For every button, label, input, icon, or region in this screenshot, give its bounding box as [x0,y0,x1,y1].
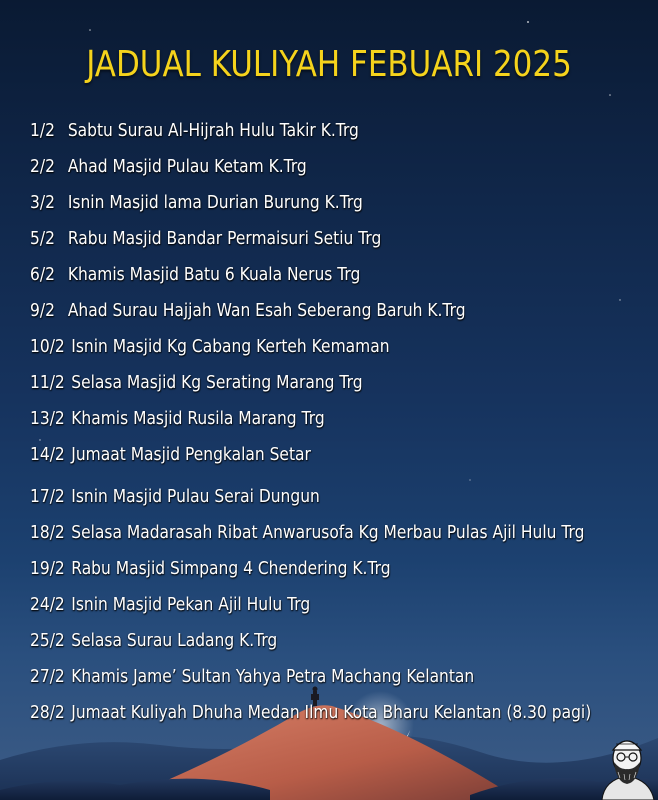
item-date: 19/2 [30,558,65,579]
item-text: Rabu Masjid Simpang 4 Chendering K.Trg [71,558,391,579]
item-date: 3/2 [30,192,55,213]
page-title: JADUAL KULIYAH FEBUARI 2025 [86,44,572,85]
item-text: Khamis Masjid Rusila Marang Trg [71,408,325,429]
list-item [30,334,390,360]
item-text: Khamis Masjid Batu 6 Kuala Nerus Trg [67,264,361,285]
list-item [30,556,391,582]
list-item [30,154,307,180]
list-item [30,262,360,288]
item-date: 10/2 [30,336,65,357]
item-text: Isnin Masjid Kg Cabang Kerteh Kemaman [71,336,390,357]
list-item [30,592,310,618]
item-date: 9/2 [30,300,55,321]
item-date: 14/2 [30,444,65,465]
list-item [30,484,320,510]
item-text: Sabtu Surau Al-Hijrah Hulu Takir K.Trg [67,120,359,141]
item-date: 18/2 [30,522,65,543]
item-text: Jumaat Kuliyah Dhuha Medan Ilmu Kota Bharu Kelantan (8.30 pagi) [71,702,592,723]
item-date: 2/2 [30,156,55,177]
item-text: Ahad Masjid Pulau Ketam K.Trg [67,156,307,177]
speaker-avatar [596,722,658,800]
list-item [30,520,584,546]
item-text: Isnin Masjid lama Durian Burung K.Trg [67,192,363,213]
list-item [30,370,363,396]
item-text: Selasa Madarasah Ribat Anwarusofa Kg Merbau Pulas Ajil Hulu Trg [71,522,585,543]
item-date: 24/2 [30,594,65,615]
list-item [30,118,359,144]
list-item [30,664,474,690]
item-date: 17/2 [30,486,65,507]
item-text: Ahad Surau Hajjah Wan Esah Seberang Baruh K.Trg [67,300,466,321]
item-text: Rabu Masjid Bandar Permaisuri Setiu Trg [67,228,382,249]
list-item [30,628,277,654]
item-text: Isnin Masjid Pulau Serai Dungun [71,486,320,507]
list-item [30,190,363,216]
item-text: Isnin Masjid Pekan Ajil Hulu Trg [71,594,311,615]
item-text: Selasa Surau Ladang K.Trg [71,630,278,651]
list-item [30,442,311,468]
list-item [30,406,325,432]
list-item [30,298,466,324]
item-date: 13/2 [30,408,65,429]
item-date: 1/2 [30,120,55,141]
item-text: Khamis Jame’ Sultan Yahya Petra Machang Kelantan [71,666,475,687]
list-item [30,700,591,726]
item-date: 27/2 [30,666,65,687]
item-date: 5/2 [30,228,55,249]
item-date: 28/2 [30,702,65,723]
item-date: 6/2 [30,264,55,285]
item-date: 25/2 [30,630,65,651]
list-item [30,226,381,252]
item-text: Jumaat Masjid Pengkalan Setar [71,444,311,465]
item-date: 11/2 [30,372,65,393]
item-text: Selasa Masjid Kg Serating Marang Trg [71,372,363,393]
